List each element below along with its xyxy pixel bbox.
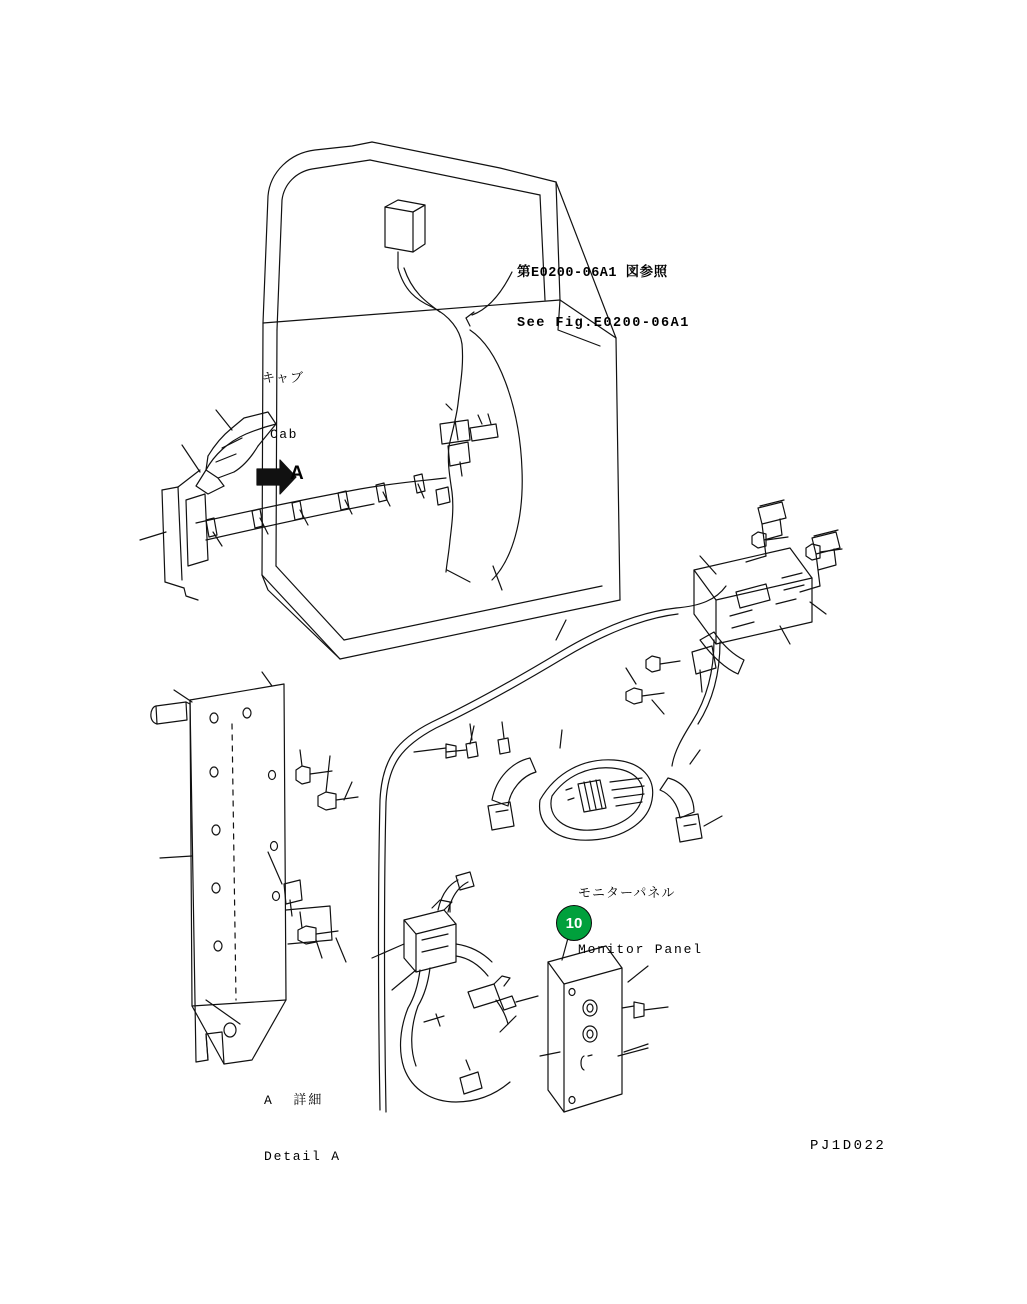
detail-a-label: [264, 1053, 341, 1206]
control-box-cable: [672, 640, 720, 766]
cab-harness: [398, 268, 498, 572]
monitor-panel-label-jp: モニターパネル: [578, 886, 676, 901]
cab-label: [262, 331, 304, 484]
cab-floor-harness: [196, 474, 446, 546]
roof-box: [385, 200, 425, 268]
detail-a-label-en: Detail A: [264, 1149, 341, 1165]
drawing-code: PJ1D022: [810, 1138, 887, 1154]
detail-a-label-jp: A 詳細: [264, 1093, 324, 1108]
callout-10[interactable]: 10: [556, 905, 592, 941]
control-box-assembly: [626, 500, 842, 704]
cab-label-en: Cab: [270, 427, 298, 443]
see-figure-reference-jp: 第E0200-06A1 図参照: [517, 265, 668, 281]
monitor-panel-label: [578, 846, 703, 999]
cab-label-jp: キャブ: [262, 371, 305, 386]
see-figure-reference: [517, 232, 690, 367]
monitor-hardware: [414, 700, 722, 826]
relay-block: [404, 872, 492, 1008]
lower-wiring: [401, 976, 538, 1102]
mounting-bracket: [151, 684, 332, 1064]
monitor-panel-label-en: Monitor Panel: [578, 942, 703, 958]
cab-outline: [162, 142, 620, 659]
monitor-panel: [540, 760, 653, 840]
see-figure-reference-en: See Fig.E0200-06A1: [517, 316, 690, 332]
view-arrow-a-letter: A: [290, 463, 304, 484]
